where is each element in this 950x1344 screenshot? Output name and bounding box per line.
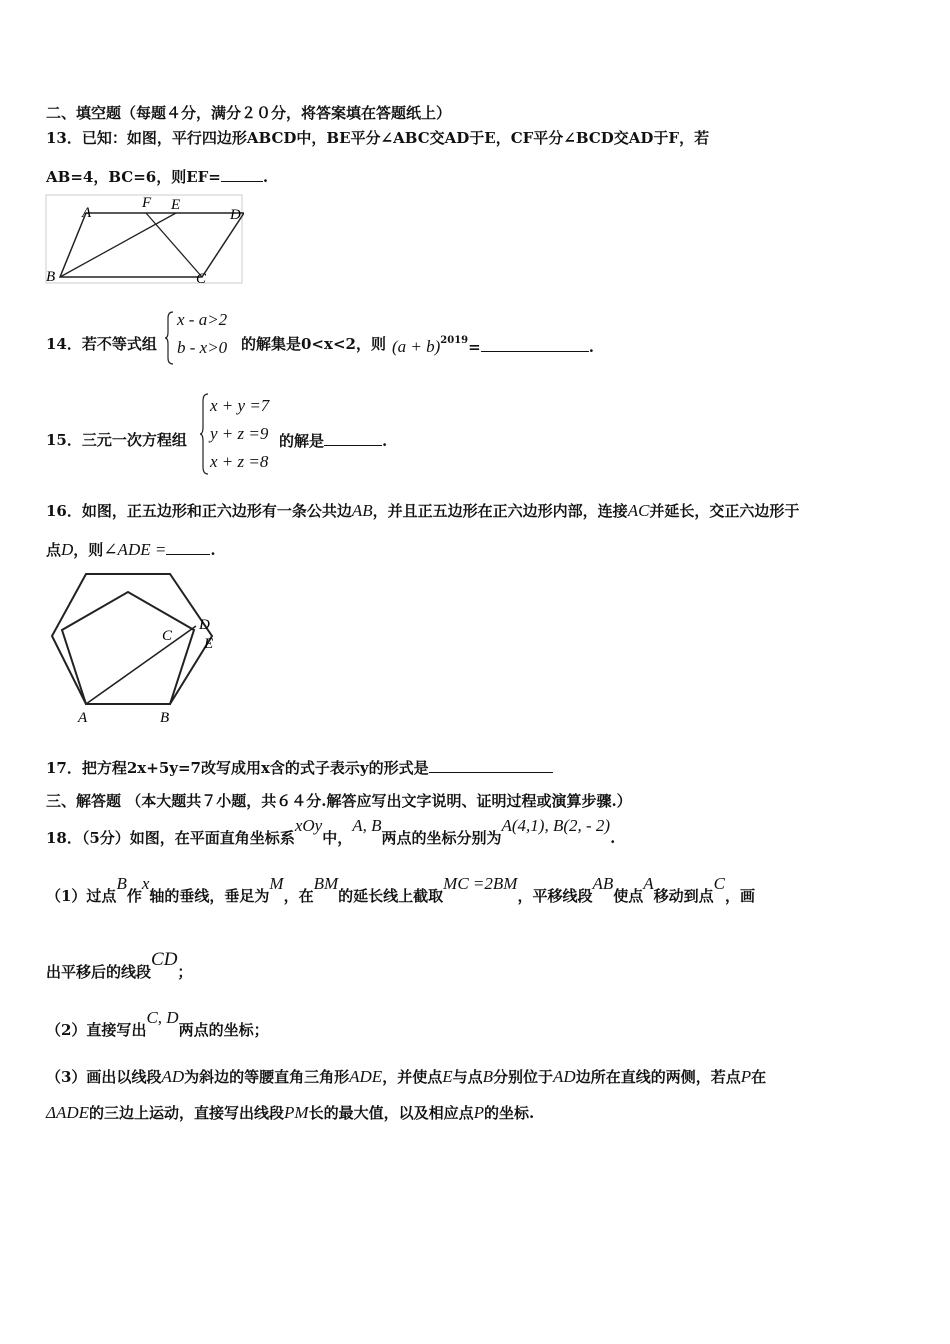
q17-answer-blank[interactable] bbox=[429, 757, 553, 773]
p1-text-e: 的延长线上截取 bbox=[338, 887, 444, 905]
p3-ade: ADE bbox=[349, 1067, 383, 1086]
p1-mc-eq: MC =2BM bbox=[443, 874, 518, 893]
label-f: F bbox=[142, 195, 152, 211]
q15-suffix-text: 的解是 bbox=[279, 432, 325, 450]
q14-middle bbox=[241, 334, 386, 354]
p1-text-j: 出平移后的线段 bbox=[46, 963, 152, 981]
q14-ineq-2: b - x>0 bbox=[177, 338, 228, 357]
q14-ineq-1: x - a>2 bbox=[177, 310, 228, 329]
p3-line1 bbox=[46, 1067, 766, 1087]
q15-brace bbox=[200, 392, 210, 476]
q16-line2 bbox=[46, 539, 216, 560]
q16-text-2: ，并且正五边形在正六边形内部，连接 bbox=[372, 502, 628, 520]
q13-answer-blank[interactable] bbox=[221, 166, 263, 182]
label-a: A bbox=[78, 710, 88, 726]
p3-p-2: P bbox=[473, 1103, 484, 1122]
q15-eq-2: y + z =9 bbox=[210, 424, 269, 443]
q14-system bbox=[177, 306, 227, 362]
q14-answer-blank[interactable] bbox=[481, 336, 589, 352]
label-c: C bbox=[196, 271, 207, 285]
q18-coords: A(4,1), B(2, - 2) bbox=[501, 816, 611, 835]
p3-text-d: 与点 bbox=[452, 1068, 483, 1086]
q15-end: . bbox=[382, 432, 388, 450]
label-d: D bbox=[199, 617, 210, 633]
q16-line1 bbox=[46, 501, 799, 521]
p2-text-b: 两点的坐标； bbox=[178, 1021, 269, 1039]
q16-text-1: 16．如图，正五边形和正六边形有一条公共边 bbox=[46, 502, 352, 520]
q14-prefix: 14．若不等式组 bbox=[46, 335, 157, 353]
section-3-heading: 三、解答题 （本大题共７小题，共６４分.解答应写出文字说明、证明过程或演算步骤.） bbox=[46, 792, 632, 810]
segment-cf bbox=[146, 213, 202, 277]
p1-text-g: 使点 bbox=[613, 887, 644, 905]
q15-eq-1: x + y =7 bbox=[210, 396, 270, 415]
p1-text-d: ，在 bbox=[283, 887, 314, 905]
p3-line2 bbox=[46, 1103, 534, 1123]
q16-d: D bbox=[61, 540, 74, 559]
q15-suffix bbox=[279, 430, 387, 451]
p1-m: M bbox=[269, 874, 284, 893]
q16-angle: ∠ADE = bbox=[103, 540, 167, 559]
p3-text-g: 在 bbox=[751, 1068, 767, 1086]
parallelogram-abcd bbox=[60, 213, 244, 277]
q14-end: . bbox=[588, 338, 594, 356]
label-e: E bbox=[204, 636, 214, 652]
p1-ab: AB bbox=[592, 874, 614, 893]
q17-line bbox=[46, 757, 553, 778]
p3-ad: AD bbox=[161, 1067, 185, 1086]
q18-line bbox=[46, 816, 616, 848]
p3-text-b: 为斜边的等腰直角三角形 bbox=[184, 1068, 350, 1086]
p3-text-c: ，并使点 bbox=[382, 1068, 443, 1086]
q14-equals: = bbox=[468, 338, 481, 356]
p3-text-a: （3）画出以线段 bbox=[46, 1068, 162, 1086]
segment-ad bbox=[86, 626, 196, 704]
q16-end: . bbox=[210, 541, 216, 559]
q18-text-3: 两点的坐标分别为 bbox=[381, 829, 502, 847]
p1-line1 bbox=[46, 874, 756, 906]
p1-text-a: （1）过点 bbox=[46, 887, 117, 905]
p1-bm: BM bbox=[313, 874, 339, 893]
q14-exponent: 2019 bbox=[440, 335, 469, 346]
p1-text-c: 轴的垂线，垂足为 bbox=[149, 887, 270, 905]
q17-text: 17．把方程2x+5y=7改写成用x含的式子表示y的形式是 bbox=[46, 759, 429, 777]
p2-cd: C, D bbox=[146, 1008, 179, 1027]
q15-prefix: 15．三元一次方程组 bbox=[46, 431, 187, 449]
q18-end: . bbox=[610, 829, 616, 847]
label-c: C bbox=[162, 628, 173, 644]
p3-text-i: 长的最大值，以及相应点 bbox=[308, 1104, 474, 1122]
p1-text-k: ； bbox=[177, 963, 193, 981]
q18-ab: A, B bbox=[352, 816, 382, 835]
p3-b: B bbox=[482, 1067, 493, 1086]
q14-base: (a + b) bbox=[392, 337, 441, 356]
label-a: A bbox=[82, 205, 92, 221]
q15-system bbox=[210, 392, 269, 476]
q13-line2 bbox=[46, 166, 268, 187]
label-b: B bbox=[46, 269, 56, 285]
q14-condition: 的解集是0<x<2，则 bbox=[241, 335, 386, 353]
section-2-heading: 二、填空题（每题４分，满分２０分，将答案填在答题纸上） bbox=[46, 104, 452, 122]
q16-text-5: ，则 bbox=[73, 541, 104, 559]
q16-ac: AC bbox=[627, 501, 650, 520]
p1-text-b: 作 bbox=[126, 887, 142, 905]
p3-triangle: ΔADE bbox=[46, 1103, 90, 1122]
p3-text-h: 的三边上运动，直接写出线段 bbox=[89, 1104, 285, 1122]
q18-text-1: 18．（5分）如图，在平面直角坐标系 bbox=[46, 829, 295, 847]
p1-x: x bbox=[141, 874, 150, 893]
q16-answer-blank[interactable] bbox=[166, 539, 210, 555]
p1-cd: CD bbox=[151, 949, 178, 970]
p3-pm: PM bbox=[284, 1103, 309, 1122]
p3-text-j: 的坐标. bbox=[484, 1104, 535, 1122]
p1-b: B bbox=[116, 874, 127, 893]
q14-brace bbox=[165, 310, 175, 366]
segment-be bbox=[60, 213, 176, 277]
hexagon-pentagon-figure bbox=[44, 566, 234, 726]
q18-xoy: xOy bbox=[294, 816, 323, 835]
parallelogram-figure bbox=[44, 193, 244, 285]
p1-c: C bbox=[713, 874, 725, 893]
label-b: B bbox=[160, 710, 170, 726]
p3-e: E bbox=[442, 1067, 453, 1086]
q16-ab: AB bbox=[351, 501, 373, 520]
regular-pentagon bbox=[62, 592, 194, 704]
q13-line2-text: AB=4，BC=6，则EF= bbox=[46, 168, 221, 186]
q16-text-3: 并延长，交正六边形于 bbox=[649, 502, 800, 520]
p3-text-f: 边所在直线的两侧，若点 bbox=[575, 1068, 741, 1086]
q13-line1: 13．已知：如图，平行四边形ABCD中，BE平分∠ABC交AD于E，CF平分∠BCD交AD于F，若 bbox=[46, 129, 710, 147]
p3-p: P bbox=[740, 1067, 752, 1086]
p1-text-i: ，画 bbox=[725, 887, 756, 905]
q18-text-2: 中， bbox=[322, 829, 353, 847]
p2-line bbox=[46, 1008, 269, 1040]
p2-text-a: （2）直接写出 bbox=[46, 1021, 147, 1039]
p3-text-e: 分别位于 bbox=[493, 1068, 554, 1086]
q13-line2-end: . bbox=[262, 168, 269, 186]
q16-text-4: 点 bbox=[46, 541, 62, 559]
p1-text-h: 移动到点 bbox=[653, 887, 714, 905]
q14-expression bbox=[392, 336, 594, 360]
q15-answer-blank[interactable] bbox=[324, 430, 382, 446]
p1-a: A bbox=[643, 874, 654, 893]
p1-line2 bbox=[46, 949, 193, 982]
p3-ad-2: AD bbox=[553, 1067, 576, 1086]
p1-text-f: ，平移线段 bbox=[517, 887, 593, 905]
label-e: E bbox=[171, 197, 181, 213]
label-d: D bbox=[230, 207, 241, 223]
q15-eq-3: x + z =8 bbox=[210, 452, 269, 471]
